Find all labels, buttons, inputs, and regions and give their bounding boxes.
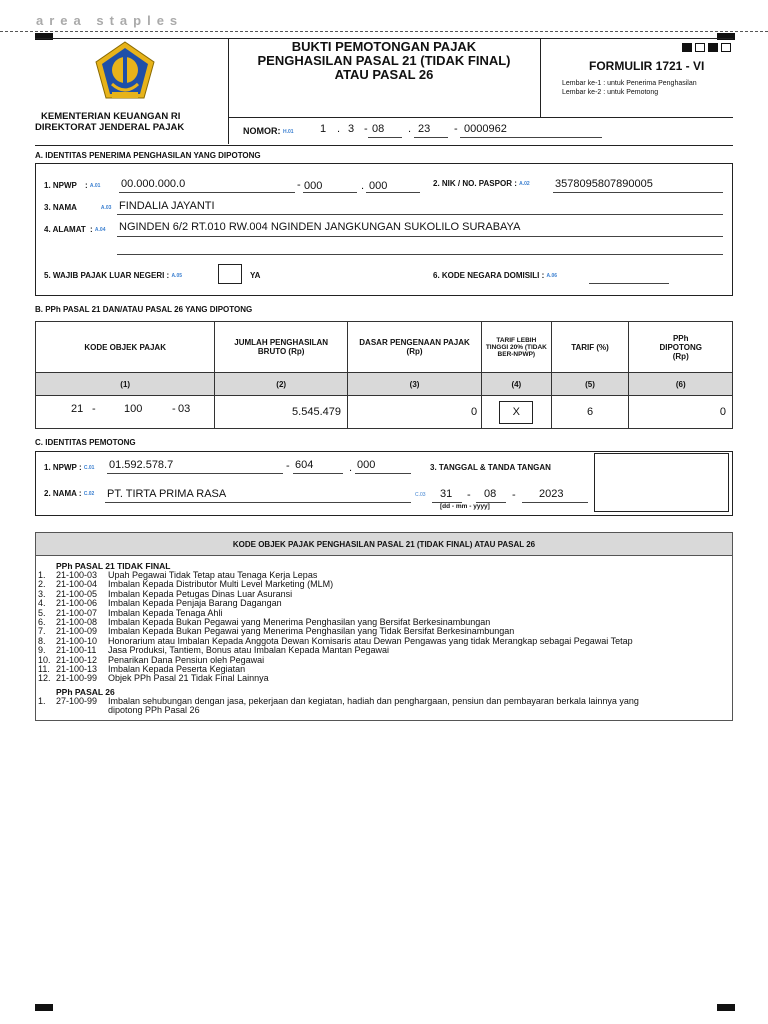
withholder-npwp-main: 01.592.578.7 <box>109 459 174 471</box>
withholder-name-value: PT. TIRTA PRIMA RASA <box>107 488 227 500</box>
cut-line <box>0 31 768 32</box>
address-label: 4. ALAMAT : A.04 <box>44 225 106 234</box>
title-line-2: PENGHASILAN PASAL 21 (TIDAK FINAL) <box>257 53 511 68</box>
header-tarif: TARIF (%) <box>551 322 629 373</box>
code-list-item: 6. 21-100-08 Imbalan Kepada Bukan Pegawai yang Menerima Penghasilan yang Bersifat Berkesinambungan <box>38 617 491 628</box>
signature-box[interactable] <box>594 453 729 512</box>
group-2-title: PPh PASAL 26 <box>56 687 115 697</box>
header-nomor-line <box>228 117 733 118</box>
ministry-logo-icon <box>92 40 158 104</box>
date-year: 2023 <box>539 488 564 500</box>
corner-marker-bottom-right <box>717 1004 735 1011</box>
withholder-npwp-label: 1. NPWP : C.01 <box>44 463 95 472</box>
code-list-item: 4. 21-100-06 Imbalan Kepada Penjaja Barang Dagangan <box>38 598 282 609</box>
section-a-title: A. IDENTITAS PENERIMA PENGHASILAN YANG DIPOTONG <box>35 151 261 160</box>
recipient-name-value: FINDALIA JAYANTI <box>119 200 215 212</box>
withholder-npwp-mid: 604 <box>295 459 314 471</box>
col-number-1: (1) <box>36 373 215 396</box>
form-name: FORMULIR 1721 - VI <box>589 59 705 73</box>
cell-bruto: 5.545.479 <box>215 396 348 429</box>
header-divider-right <box>540 38 541 118</box>
group-2-item-continued: dipotong PPh Pasal 26 <box>108 705 200 715</box>
group-1-title: PPh PASAL 21 TIDAK FINAL <box>56 561 171 571</box>
recipient-npwp-label: 1. NPWP : A.01 <box>44 181 101 190</box>
cell-tarif-lebih-box[interactable]: X <box>499 401 533 424</box>
sheet-1-note: Lembar ke-1 : untuk Penerima Penghasilan <box>562 80 697 87</box>
country-code-label: 6. KODE NEGARA DOMISILI : A.06 <box>433 271 558 280</box>
address-value: NGINDEN 6/2 RT.010 RW.004 NGINDEN JANGKUNGAN SUKOLILO SURABAYA <box>119 221 521 233</box>
header-tarif-lebih: TARIF LEBIH TINGGI 20% (TIDAK BER-NPWP) <box>482 322 551 373</box>
header-pph: PPh DIPOTONG (Rp) <box>629 322 733 373</box>
recipient-npwp-end: 000 <box>369 180 388 192</box>
header-dpp: DASAR PENGENAAN PAJAK (Rp) <box>347 322 481 373</box>
cell-tarif: 6 <box>551 396 629 429</box>
date-code: C.03 <box>415 492 426 498</box>
withholder-name-label: 2. NAMA : C.02 <box>44 489 95 498</box>
agency-line-1: KEMENTERIAN KEUANGAN RI <box>41 111 181 122</box>
section-b-title: B. PPh PASAL 21 DAN/ATAU PASAL 26 YANG DIPOTONG <box>35 305 253 314</box>
code-list-item: 10. 21-100-12 Penarikan Dana Pensiun oleh Pegawai <box>38 654 265 665</box>
agency-line-2: DIREKTORAT JENDERAL PAJAK <box>35 122 185 133</box>
code-list-title: KODE OBJEK PAJAK PENGHASILAN PASAL 21 (TIDAK FINAL) ATAU PASAL 26 <box>232 540 536 549</box>
date-format-hint: [dd - mm - yyyy] <box>440 503 490 510</box>
nomor-part-3: 08 <box>372 123 385 135</box>
recipient-npwp-main: 00.000.000.0 <box>121 178 186 190</box>
code-list-item: 3. 21-100-05 Imbalan Kepada Petugas Dinas Luar Asuransi <box>38 588 293 599</box>
code-list-item: 2. 21-100-04 Imbalan Kepada Distributor Multi Level Marketing (MLM) <box>38 579 334 590</box>
pph-table-data-row <box>36 396 733 429</box>
date-month: 08 <box>484 488 497 500</box>
recipient-npwp-mid: 000 <box>304 180 323 192</box>
pph-table-header-row <box>36 322 733 373</box>
foreign-taxpayer-label: 5. WAJIB PAJAK LUAR NEGERI : A.05 <box>44 271 182 280</box>
sheet-2-note: Lembar ke-2 : untuk Pemotong <box>562 89 659 96</box>
watermark-text: area staples <box>36 13 184 28</box>
nomor-part-4: 23 <box>418 123 431 135</box>
code-list-group-1 <box>38 571 728 684</box>
nomor-part-5: 0000962 <box>464 123 507 135</box>
nik-value: 3578095807890005 <box>555 178 653 190</box>
cell-kode-objek: 21 - 100 - 03 <box>36 396 215 429</box>
pph-table <box>35 321 733 429</box>
nomor-part-1: 1 <box>320 123 327 135</box>
cell-dpp: 0 <box>347 396 481 429</box>
withholder-npwp-end: 000 <box>357 459 376 471</box>
code-list-item: 7. 21-100-09 Imbalan Kepada Bukan Pegawai yang Menerima Penghasilan yang Tidak Bersifat Berkesinambungan <box>38 626 515 637</box>
country-code-field[interactable] <box>589 283 669 284</box>
title-line-1: BUKTI PEMOTONGAN PAJAK <box>291 39 477 54</box>
group-2-item: 1. 27-100-99 Imbalan sehubungan dengan jasa, pekerjaan dan kegiatan, hadiah dan penghargaan, pensiun dan pembayaran berkala lainnya yang <box>38 696 639 706</box>
corner-marker-bottom-left <box>35 1004 53 1011</box>
code-list-item: 11. 21-100-13 Imbalan Kepada Peserta Kegiatan <box>38 664 246 675</box>
col-number-4: (4) <box>482 373 551 396</box>
date-signature-label: 3. TANGGAL & TANDA TANGAN <box>430 463 551 472</box>
nomor-code: H.01 <box>283 128 294 135</box>
code-list-item: 12. 21-100-99 Objek PPh Pasal 21 Tidak Final Lainnya <box>38 673 269 684</box>
cell-pph: 0 <box>629 396 733 429</box>
col-number-2: (2) <box>215 373 348 396</box>
col-number-5: (5) <box>551 373 629 396</box>
foreign-taxpayer-checkbox[interactable] <box>218 264 242 284</box>
recipient-name-label: 3. NAMA A.03 <box>44 203 112 212</box>
nomor-label: NOMOR: H.01 <box>243 126 294 136</box>
foreign-taxpayer-ya: YA <box>250 271 261 280</box>
header-kode-objek: KODE OBJEK PAJAK <box>36 322 215 373</box>
pph-table-number-row <box>36 373 733 396</box>
code-list-item: 1. 21-100-03 Upah Pegawai Tidak Tetap atau Tenaga Kerja Lepas <box>38 570 318 580</box>
form-squares <box>682 43 734 53</box>
section-c-title: C. IDENTITAS PEMOTONG <box>35 438 136 447</box>
date-day: 31 <box>440 488 453 500</box>
title-line-3: ATAU PASAL 26 <box>334 67 434 82</box>
nik-label: 2. NIK / NO. PASPOR : A.02 <box>433 179 530 188</box>
code-list-item: 5. 21-100-07 Imbalan Kepada Tenaga Ahli <box>38 607 223 618</box>
code-list-item: 8. 21-100-10 Honorarium atau Imbalan Kepada Anggota Dewan Komisaris atau Dewan Pengawas yang tidak Merangkap sebagai Pegawai Tetap <box>38 635 633 646</box>
nomor-part-2: 3 <box>348 123 355 135</box>
code-list-item: 9. 21-100-11 Jasa Produksi, Tantiem, Bonus atau Imbalan Kepada Mantan Pegawai <box>38 645 390 656</box>
col-number-6: (6) <box>629 373 733 396</box>
header-bruto: JUMLAH PENGHASILAN BRUTO (Rp) <box>215 322 348 373</box>
col-number-3: (3) <box>347 373 481 396</box>
